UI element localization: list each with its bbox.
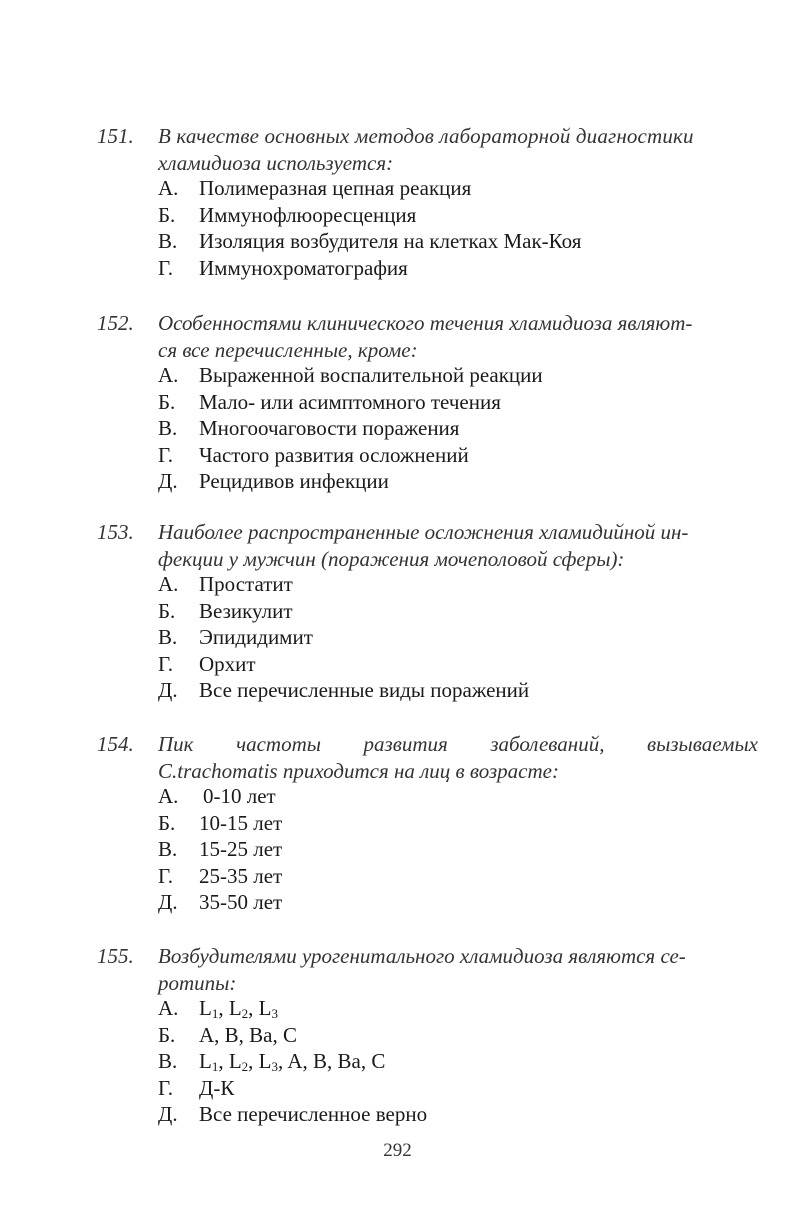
option-text: Везикулит [199,598,293,623]
question-text-line: В качестве основных методов лабораторной диагностики [158,124,694,148]
option-text: Все перечисленные виды поражений [199,678,530,702]
question-text-line: Возбудителями урогенитального хламидиоза являются се- [158,944,686,968]
question-text-line: C.trachomatis приходится на лиц в возрасте: [158,758,559,783]
question-text-line: Наиболее распространенные осложнения хламидийной ин- [158,520,689,544]
option-letter: А. [158,572,179,596]
option-letter: В. [158,416,178,440]
question-text-line: Особенностями клинического течения хламидиоза являют- [158,311,693,335]
option-text: Все перечисленное верно [199,1102,428,1126]
question-text-line: хламидиоза используется: [158,150,394,175]
option-text: A, B, Ba, C [199,1022,298,1047]
option-text: 25-35 лет [199,863,283,888]
option-letter: Г. [158,651,174,676]
option-text: Мало- или асимптомного течения [199,389,501,414]
option-text: Многоочаговости поражения [199,416,460,440]
option-text: $L_1$, $L_2$, $L_3$ [199,996,278,1021]
option-text: Орхит [199,651,256,676]
option-letter: Б. [158,810,176,835]
option-text: 10-15 лет [199,810,283,835]
question-number: 155. [97,944,134,968]
question-number: 152. [97,311,134,335]
question-text [158,310,758,363]
question-text [158,943,758,996]
question-number: 154. [97,732,134,756]
option-letter: Д. [158,1102,178,1126]
option-letter: В. [158,837,178,861]
option-text: Эпидидимит [199,625,313,649]
question-text [158,519,758,572]
option-letter: А. [158,996,179,1020]
option-letter: Б. [158,202,176,227]
option-letter: В. [158,625,178,649]
option-text: Рецидивов инфекции [199,469,389,493]
option-letter: Г. [158,1075,174,1100]
option-text: $L_1$, $L_2$, $L_3$, A, B, Ba, C [199,1049,386,1074]
option-text: Простатит [199,572,293,596]
option-letter: Б. [158,1022,176,1047]
option-text: Иммунохроматография [199,255,408,280]
option-letter: А. [158,363,179,387]
question-number: 153. [97,520,134,544]
option-letter: Г. [158,255,174,280]
question-number: 151. [97,124,134,148]
option-text: Выраженной воспалительной реакции [199,363,543,387]
option-text: Д-К [199,1075,235,1100]
question-text [158,731,758,784]
option-text: 15-25 лет [199,837,283,861]
page-number: 292 [383,1140,412,1161]
option-letter: А. [158,784,179,808]
option-text: 0-10 лет [203,784,276,808]
option-letter: Д. [158,678,178,702]
option-text: 35-50 лет [199,890,283,914]
option-text: Изоляция возбудителя на клетках Мак-Коя [199,229,582,253]
question-text-line: ротипы: [158,970,237,995]
option-letter: Б. [158,598,176,623]
question-text-line: ся все перечисленные, кроме: [158,337,418,362]
option-letter: В. [158,1049,178,1073]
option-letter: Б. [158,389,176,414]
question-text-line: фекции у мужчин (поражения мочеполовой сферы): [158,546,625,571]
option-letter: Д. [158,890,178,914]
option-text: Частого развития осложнений [199,442,469,467]
option-letter: В. [158,229,178,253]
option-letter: Г. [158,863,174,888]
question-text [158,123,758,176]
option-letter: Г. [158,442,174,467]
option-text: Полимеразная цепная реакция [199,176,472,200]
question-text-line: Пик частоты развития заболеваний, вызываемых [158,732,758,756]
option-letter: А. [158,176,179,200]
option-text: Иммунофлюоресценция [199,202,417,227]
option-letter: Д. [158,469,178,493]
